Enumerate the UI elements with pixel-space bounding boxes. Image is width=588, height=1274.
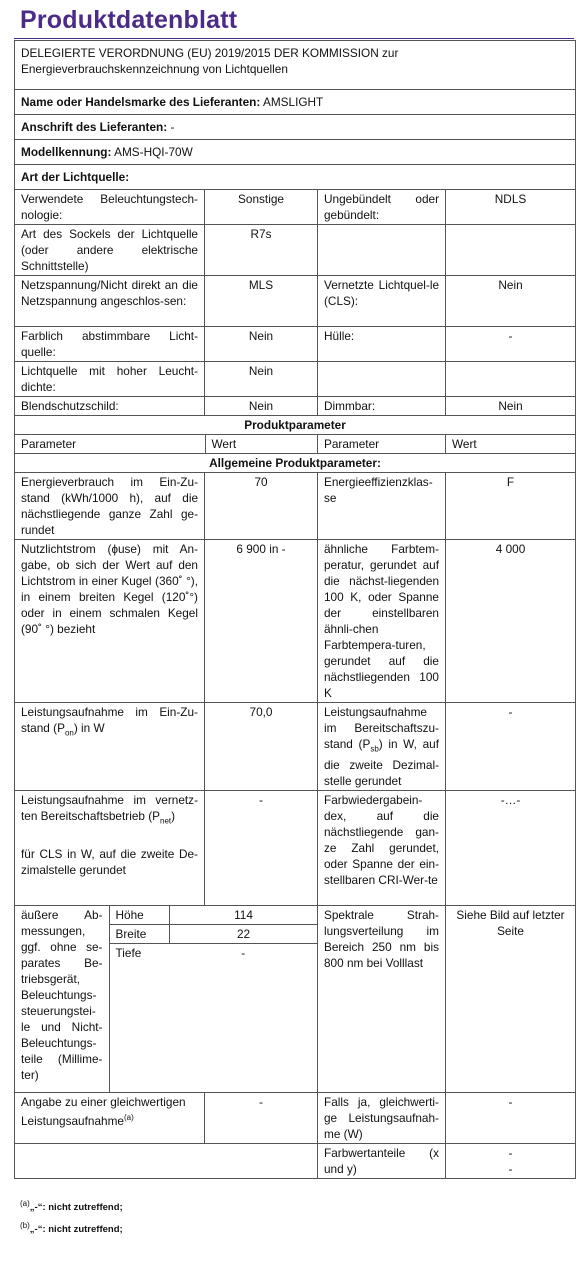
energy-consumption-label: Energieverbrauch im Ein-Zu-stand (kWh/1000 h), auf die nächstliegende ganze Zahl ge-rundet [15,473,205,540]
footnote: $^{(a)}$„-“: nicht zutreffend; [20,1199,123,1214]
energy-row [15,473,576,540]
power-net-row [15,791,576,906]
param-header-2: Parameter [318,435,446,454]
supplier-label: Name oder Handelsmarke des Lieferanten: [21,95,261,109]
dimensions-values [110,906,318,962]
value-header-2: Wert [446,435,576,454]
type-value-2: - [446,327,576,362]
footnotes [20,1196,123,1238]
light-source-type-heading: Art der Lichtquelle: [15,165,576,190]
type-row [15,190,576,225]
color-temperature-label: ähnliche Farbtem-peratur, gerundet auf die nächst-liegenden 100 K, oder Spanne der einstellbaren ähnli-chen Farbtempera-turen, gerundet auf die nächstliegenden 100 K [318,540,446,703]
type-value-2: Nein [446,397,576,416]
equivalent-power-w-label: Falls ja, gleichwerti-ge Leistungsaufnah-me (W) [318,1093,446,1144]
model-value: AMS-HQI-70W [114,145,193,159]
type-value: Nein [205,362,318,397]
chromaticity-label: Farbwertanteile (x und y) [318,1144,446,1179]
height-label: Höhe [110,906,170,925]
general-params-heading: Allgemeine Produktparameter: [15,454,576,473]
dimensions-block [15,906,317,1092]
chromaticity-value: - - [446,1144,576,1179]
regulation-text: DELEGIERTE VERORDNUNG (EU) 2019/2015 DER KOMMISSION zur Energieverbrauchskennzeichnung von Lichtquellen [15,41,576,90]
type-param-2: Ungebündelt oder gebündelt: [318,190,446,225]
type-param: Lichtquelle mit hoher Leucht-dichte: [15,362,205,397]
light-source-type-row [15,165,576,190]
data-sheet-table [14,40,576,1179]
address-value: - [170,120,175,134]
depth-row [110,944,318,963]
power-standby-label: Leistungsaufnahme im Bereitschaftszu-stand $(P_{sb})$ in W, auf die zweite Dezimal-stelle gerundet [318,703,446,791]
chromaticity-row [15,1144,576,1179]
type-param-2: Dimmbar: [318,397,446,416]
type-value: Nein [205,327,318,362]
power-on-label: Leistungsaufnahme im Ein-Zu-stand $(P_{on})$ in W [15,703,205,791]
depth-label: Tiefe [115,946,142,961]
type-param-2 [318,225,446,276]
power-on-row [15,703,576,791]
power-network-value: - [205,791,318,906]
spectral-distribution-value: Siehe Bild auf letzter Seite [446,906,576,1093]
type-param-2 [318,362,446,397]
type-param-2: Vernetzte Lichtquel-le (CLS): [318,276,446,327]
equivalent-power-row [15,1093,576,1144]
address-label: Anschrift des Lieferanten: [21,120,168,134]
type-row [15,327,576,362]
model-row [15,140,576,165]
product-params-heading-row [15,416,576,435]
luminous-flux-value: 6 900 in - [205,540,318,703]
dimensions-label: äußere Ab-messungen, ggf. ohne se-parates Be-triebsgerät, Beleuchtungs-steuerungstei-le und Nicht-Beleuchtungs-teile (Millime-ter) [15,906,109,1092]
type-row [15,362,576,397]
type-value-2: Nein [446,276,576,327]
regulation-row [15,41,576,90]
type-row [15,397,576,416]
type-value: Nein [205,397,318,416]
supplier-value: AMSLIGHT [262,95,324,109]
flux-row [15,540,576,703]
type-value: MLS [205,276,318,327]
width-label: Breite [110,925,170,944]
power-standby-value: - [446,703,576,791]
energy-class-label: Energieeffizienzklas-se [318,473,446,540]
power-network-label: Leistungsaufnahme im vernetz-ten Bereitschaftsbetrieb $(P_{net})$ für CLS in W, auf die zweite De-zimalstelle gerundet [15,791,205,906]
power-on-value: 70,0 [205,703,318,791]
type-param: Netzspannung/Nicht direkt an die Netzspannung angeschlos-sen: [15,276,205,327]
model-label: Modellkennung: [21,145,112,159]
cri-label: Farbwiedergabein-dex, auf die nächstliegende gan-ze Zahl gerundet, oder Spanne der ein-stellbaren CRI-Wer-te [318,791,446,906]
column-header-left [15,435,317,453]
title-underline [14,38,574,39]
type-value: R7s [205,225,318,276]
height-row [110,906,318,925]
type-row [15,225,576,276]
type-param: Farblich abstimmbare Licht-quelle: [15,327,205,362]
type-param: Verwendete Beleuchtungstech-nologie: [15,190,205,225]
column-header-row [15,435,576,454]
dimensions-row [15,906,576,1093]
energy-class-value: F [446,473,576,540]
height-value: 114 [170,906,318,925]
color-temperature-value: 4 000 [446,540,576,703]
cri-value: -…- [446,791,576,906]
depth-value: - [241,946,246,961]
type-value: Sonstige [205,190,318,225]
page-title: Produktdatenblatt [20,6,238,34]
equivalent-power-w-value: - [446,1093,576,1144]
supplier-row [15,90,576,115]
general-params-heading-row [15,454,576,473]
width-value: 22 [170,925,318,944]
type-param-2: Hülle: [318,327,446,362]
type-row [15,276,576,327]
type-value-2 [446,362,576,397]
param-header: Parameter [15,435,205,453]
type-value-2: NDLS [446,190,576,225]
equivalent-power-value: - [205,1093,318,1144]
address-row [15,115,576,140]
footnote: $^{(b)}$„-“: nicht zutreffend; [20,1221,123,1236]
type-value-2 [446,225,576,276]
energy-consumption-value: 70 [205,473,318,540]
type-param: Art des Sockels der Lichtquelle (oder andere elektrische Schnittstelle) [15,225,205,276]
product-params-heading: Produktparameter [15,416,576,435]
value-header: Wert [211,437,237,451]
spectral-distribution-label: Spektrale Strah-lungsverteilung im Bereich 250 nm bis 800 nm bei Volllast [318,906,446,1093]
width-row [110,925,318,944]
equivalent-power-label: Angabe zu einer gleichwertigen Leistungsaufnahme$^{(a)}$ [15,1093,205,1144]
luminous-flux-label: Nutzlichtstrom (ɸuse) mit An-gabe, ob sich der Wert auf den Lichtstrom in einer Kugel (360˚ °), in einem breiten Kegel (120˚°) oder in einem schmalen Kegel (90˚ °) bezieht [15,540,205,703]
type-param: Blendschutzschild: [15,397,205,416]
